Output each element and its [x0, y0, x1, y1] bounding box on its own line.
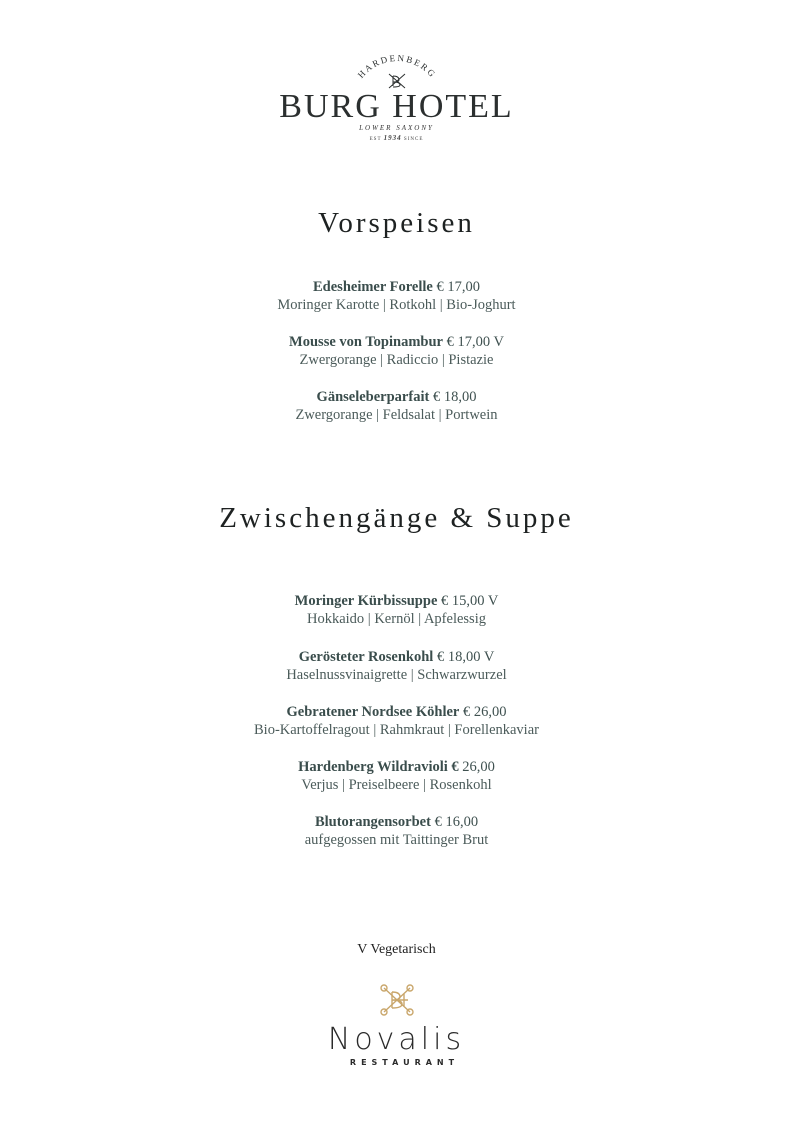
hotel-established	[0, 134, 793, 142]
menu-item	[0, 333, 793, 369]
dish-price: € 15,00 V	[441, 593, 499, 609]
dish-description: Haselnussvinaigrette | Schwarzwurzel	[286, 667, 507, 683]
menu-item	[0, 388, 793, 424]
vegetarian-legend: V Vegetarisch	[357, 942, 436, 957]
since-label: SINCE	[403, 137, 424, 142]
menu-item	[0, 592, 793, 628]
hotel-region: LOWER SAXONY	[359, 124, 434, 132]
dish-description: Bio-Kartoffelragout | Rahmkraut | Forellenkaviar	[254, 722, 539, 738]
hotel-name: BURG HOTEL	[279, 88, 514, 125]
dish-price: € 18,00	[432, 389, 477, 405]
dish-description: Moringer Karotte | Rotkohl | Bio-Joghurt	[277, 297, 516, 313]
dish-description: Zwergorange | Radiccio | Pistazie	[299, 352, 494, 368]
dish-name: Gebratener Nordsee Köhler	[286, 704, 460, 720]
dish-price: 26,00	[462, 759, 495, 775]
section-title-zwischengaenge: Zwischengänge & Suppe	[219, 502, 574, 534]
dish-name: Gänseleberparfait	[316, 389, 430, 405]
restaurant-crest-icon	[378, 982, 416, 1018]
dish-price: € 18,00 V	[436, 649, 495, 665]
dish-description: Zwergorange | Feldsalat | Portwein	[295, 407, 498, 423]
restaurant-label: RESTAURANT	[349, 1058, 460, 1067]
est-year: 1934	[383, 134, 402, 142]
section-title-vorspeisen: Vorspeisen	[318, 207, 475, 239]
dish-name: Blutorangensorbet	[314, 814, 431, 830]
est-label: EST	[369, 137, 382, 142]
dish-name: Gerösteter Rosenkohl	[298, 649, 434, 665]
menu-item	[0, 648, 793, 684]
menu-item	[0, 813, 793, 849]
dish-price: € 26,00	[463, 704, 507, 720]
dish-price: € 16,00	[434, 814, 479, 830]
dish-price: € 17,00 V	[446, 334, 504, 350]
dish-price: € 17,00	[436, 279, 480, 295]
dish-name: Mousse von Topinambur	[289, 334, 443, 350]
dish-description: Hokkaido | Kernöl | Apfelessig	[307, 611, 486, 627]
menu-item	[0, 758, 793, 794]
dish-name: Moringer Kürbissuppe	[294, 593, 438, 609]
restaurant-name: Novalis	[327, 1022, 466, 1057]
dish-name: Hardenberg Wildravioli €	[298, 759, 459, 775]
dish-description: aufgegossen mit Taittinger Brut	[304, 832, 489, 848]
dish-description: Verjus | Preiselbeere | Rosenkohl	[301, 777, 492, 793]
dish-name: Edesheimer Forelle	[313, 279, 433, 295]
menu-item	[0, 703, 793, 739]
svg-text:HARDENBERG: HARDENBERG	[355, 52, 438, 80]
menu-item	[0, 278, 793, 314]
